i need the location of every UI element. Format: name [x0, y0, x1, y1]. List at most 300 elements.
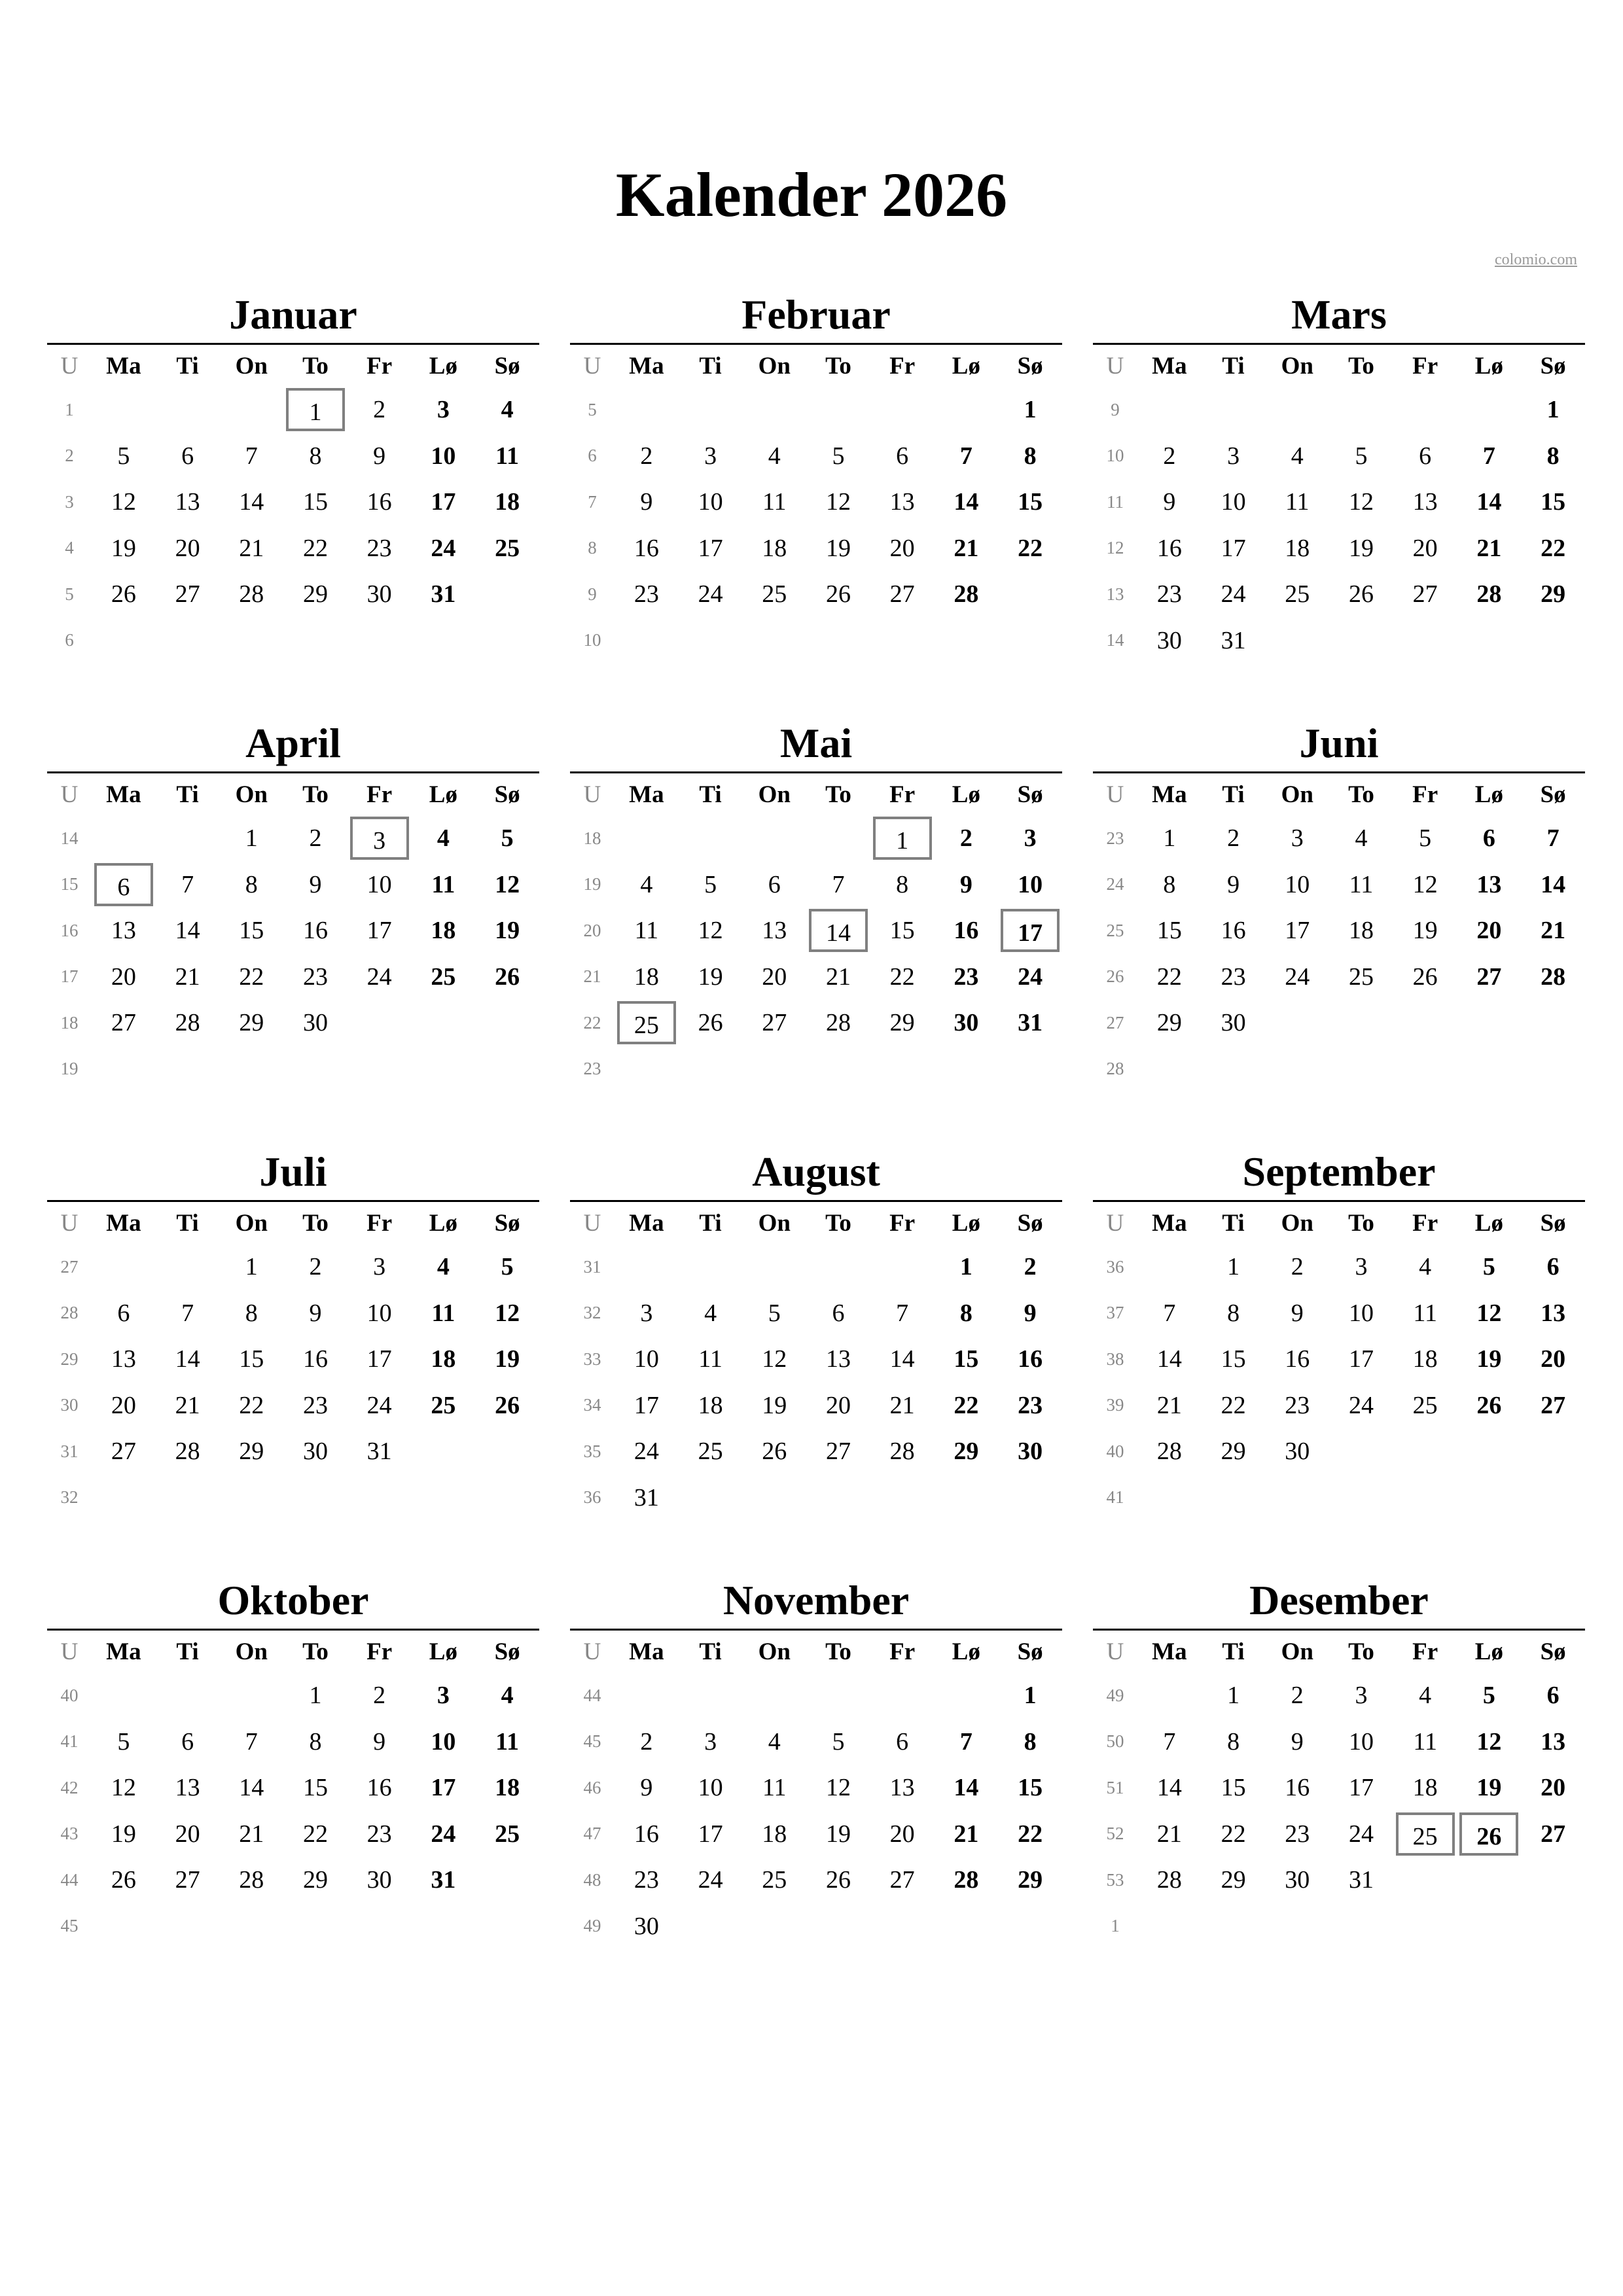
- week-row: [1093, 1244, 1585, 1290]
- day-cell: [1393, 1811, 1457, 1858]
- day-cell: 25: [1412, 1391, 1438, 1419]
- day-cell: 15: [954, 1345, 979, 1373]
- day-cell: 1: [309, 1682, 322, 1710]
- day-cell: 2: [1291, 1253, 1304, 1281]
- day-cell: 10: [1285, 870, 1310, 898]
- weekday-header: To: [1348, 1638, 1374, 1665]
- empty-cell: [1393, 387, 1457, 433]
- month-grid: [47, 287, 1585, 2001]
- empty-cell: [615, 1672, 679, 1719]
- empty-cell: [92, 1244, 156, 1290]
- week-number: 41: [1106, 1487, 1124, 1508]
- day-cell: 12: [1412, 870, 1438, 898]
- week-number-header: U: [1106, 1638, 1124, 1665]
- day-cell: 19: [111, 534, 136, 562]
- week-number: 34: [583, 1395, 601, 1415]
- day-cell: 22: [302, 534, 328, 562]
- source-link[interactable]: colomio.com: [1495, 251, 1577, 268]
- week-row: [1093, 1811, 1585, 1858]
- weekday-header: Ti: [699, 781, 722, 808]
- day-cell: 6: [181, 442, 194, 470]
- day-cell: 27: [762, 1009, 787, 1037]
- day-cell: 9: [373, 442, 386, 470]
- empty-cell: [1202, 1475, 1266, 1521]
- day-cell: 3: [1355, 1682, 1368, 1710]
- week-number: 5: [588, 399, 597, 419]
- weekday-header: Lø: [952, 781, 980, 808]
- day-cell: 16: [954, 917, 979, 945]
- week-number: 8: [588, 538, 597, 558]
- day-cell: 8: [309, 1727, 322, 1756]
- empty-cell: [1329, 387, 1393, 433]
- day-cell: 24: [698, 1866, 723, 1894]
- empty-cell: [156, 1475, 220, 1521]
- day-cell: [1457, 1811, 1522, 1858]
- day-cell: 23: [1285, 1820, 1310, 1848]
- day-cell: 10: [366, 1299, 392, 1327]
- empty-cell: [679, 1046, 743, 1093]
- day-cell: 13: [825, 1345, 851, 1373]
- month-juli: [47, 1144, 539, 1572]
- day-cell: 15: [1541, 488, 1566, 516]
- day-cell: 20: [1476, 917, 1502, 945]
- day-cell: 29: [1156, 1009, 1182, 1037]
- empty-cell: [1457, 387, 1522, 433]
- day-cell: 17: [698, 1820, 723, 1848]
- weekday-header: Ma: [629, 781, 664, 808]
- empty-cell: [1265, 1000, 1329, 1046]
- week-number: 48: [583, 1869, 601, 1890]
- empty-cell: [1137, 1244, 1202, 1290]
- empty-cell: [92, 1046, 156, 1093]
- week-number-header: U: [583, 1209, 601, 1237]
- month-name: Desember: [1093, 1572, 1585, 1631]
- month-name: Oktober: [47, 1572, 539, 1631]
- empty-cell: [870, 387, 935, 433]
- empty-cell: [1329, 1903, 1393, 1950]
- empty-cell: [998, 1475, 1062, 1521]
- week-row: [47, 433, 539, 480]
- empty-cell: [348, 618, 412, 664]
- day-cell: 11: [698, 1345, 722, 1373]
- day-cell: 16: [1221, 917, 1246, 945]
- day-cell: 10: [1018, 870, 1043, 898]
- empty-cell: [1265, 387, 1329, 433]
- day-cell: 7: [245, 442, 258, 470]
- day-cell: 29: [954, 1438, 979, 1466]
- empty-cell: [742, 1046, 806, 1093]
- week-number: 36: [1106, 1256, 1124, 1277]
- empty-cell: [156, 815, 220, 862]
- weekday-header: Fr: [366, 1638, 393, 1665]
- week-row: [47, 1336, 539, 1383]
- empty-cell: [742, 1903, 806, 1950]
- week-row: [1093, 1672, 1585, 1719]
- day-cell: 7: [181, 870, 194, 898]
- week-row: [1093, 1383, 1585, 1429]
- empty-cell: [870, 1046, 935, 1093]
- day-cell: 18: [431, 1345, 456, 1373]
- empty-cell: [1265, 1903, 1329, 1950]
- day-cell: 14: [239, 1774, 264, 1802]
- day-cell: 20: [825, 1391, 851, 1419]
- day-cell: 7: [1163, 1299, 1176, 1327]
- empty-cell: [1393, 1903, 1457, 1950]
- week-row: [47, 525, 539, 572]
- day-cell: 17: [431, 1774, 456, 1802]
- empty-cell: [806, 387, 870, 433]
- weekday-header: Fr: [889, 1638, 916, 1665]
- day-cell: 14: [239, 488, 264, 516]
- day-cell: 29: [1018, 1866, 1043, 1894]
- day-cell: 20: [889, 534, 915, 562]
- week-row: [47, 1672, 539, 1719]
- empty-cell: [92, 815, 156, 862]
- week-number: 18: [583, 828, 601, 848]
- day-cell: 27: [175, 1866, 200, 1894]
- week-row: [1093, 862, 1585, 908]
- day-cell: 29: [1221, 1866, 1246, 1894]
- day-cell: 12: [825, 1774, 851, 1802]
- day-cell: 23: [1018, 1391, 1043, 1419]
- empty-cell: [615, 1046, 679, 1093]
- empty-cell: [935, 1475, 999, 1521]
- empty-cell: [806, 1903, 870, 1950]
- day-cell: 9: [1163, 488, 1176, 516]
- empty-cell: [1137, 387, 1202, 433]
- day-cell: 2: [640, 442, 653, 470]
- day-cell: 27: [1541, 1820, 1566, 1848]
- empty-cell: [870, 1244, 935, 1290]
- week-number: 26: [1106, 966, 1124, 987]
- day-cell: 8: [1024, 1727, 1037, 1756]
- month-oktober: [47, 1572, 539, 2001]
- week-number: 11: [1107, 491, 1124, 512]
- day-cell: 12: [495, 870, 520, 898]
- day-cell: 20: [1412, 534, 1438, 562]
- empty-cell: [1265, 1046, 1329, 1093]
- empty-cell: [1329, 1475, 1393, 1521]
- weekday-header: Sø: [1017, 1638, 1043, 1665]
- day-cell: 11: [431, 1299, 455, 1327]
- week-number: 29: [60, 1349, 79, 1369]
- day-cell: 1: [1024, 1682, 1037, 1710]
- empty-cell: [1329, 618, 1393, 664]
- empty-cell: [806, 815, 870, 862]
- day-cell: 27: [889, 580, 915, 609]
- day-cell: 29: [889, 1009, 915, 1037]
- day-cell: 27: [111, 1438, 136, 1466]
- day-cell: 28: [239, 580, 264, 609]
- day-cell: 4: [768, 442, 781, 470]
- day-cell: 11: [634, 917, 659, 945]
- day-cell: 10: [366, 870, 392, 898]
- week-number: 32: [60, 1487, 79, 1508]
- weekday-header: On: [758, 1638, 791, 1665]
- day-cell: 5: [1482, 1682, 1495, 1710]
- day-cell: 6: [1482, 824, 1495, 853]
- day-cell: 2: [640, 1727, 653, 1756]
- day-cell: 5: [832, 442, 845, 470]
- day-cell: 22: [954, 1391, 979, 1419]
- day-cell: 25: [762, 1866, 787, 1894]
- day-cell: 12: [111, 488, 136, 516]
- month-november: [570, 1572, 1062, 2001]
- week-row: [1093, 433, 1585, 480]
- week-number: 6: [588, 446, 597, 466]
- weekday-header: Ma: [1152, 781, 1187, 808]
- weekday-header-row: [1093, 1202, 1585, 1244]
- day-cell: 10: [1348, 1727, 1374, 1756]
- day-cell: 28: [1476, 580, 1502, 609]
- week-number: 51: [1106, 1777, 1124, 1797]
- day-cell: 21: [175, 1391, 200, 1419]
- week-number: 31: [60, 1441, 79, 1461]
- week-number: 49: [583, 1916, 601, 1936]
- empty-cell: [156, 1903, 220, 1950]
- day-cell: 19: [762, 1391, 787, 1419]
- weekday-header: Lø: [429, 352, 457, 380]
- day-cell: 21: [1156, 1391, 1182, 1419]
- day-cell: 5: [1482, 1253, 1495, 1281]
- day-cell: 8: [1227, 1727, 1240, 1756]
- day-cell: 4: [1419, 1253, 1432, 1281]
- week-number: 5: [65, 584, 74, 604]
- week-row: [570, 1903, 1062, 1950]
- weekday-header: Sø: [1540, 1638, 1566, 1665]
- week-number: 15: [60, 874, 79, 894]
- day-cell: 11: [762, 1774, 787, 1802]
- day-cell: 11: [1349, 870, 1374, 898]
- empty-cell: [1457, 1903, 1522, 1950]
- weekday-header: To: [825, 781, 851, 808]
- week-row: [570, 1672, 1062, 1719]
- empty-cell: [348, 1903, 412, 1950]
- day-cell: 16: [1156, 534, 1182, 562]
- week-number: 6: [65, 630, 74, 650]
- day-cell: 18: [495, 1774, 520, 1802]
- day-cell: 29: [302, 1866, 328, 1894]
- week-number: 14: [1106, 630, 1124, 650]
- day-cell: 30: [366, 580, 392, 609]
- day-cell: 4: [1419, 1682, 1432, 1710]
- weekday-header: On: [1281, 1209, 1313, 1237]
- holiday-marker: 17: [1001, 909, 1060, 952]
- day-cell: 29: [239, 1438, 264, 1466]
- day-cell: 22: [302, 1820, 328, 1848]
- day-cell: 1: [245, 824, 258, 853]
- day-cell: 13: [111, 1345, 136, 1373]
- empty-cell: [1202, 1903, 1266, 1950]
- day-cell: 14: [1156, 1774, 1182, 1802]
- day-cell: 31: [1221, 626, 1246, 654]
- day-cell: [348, 815, 412, 862]
- holiday-marker: 25: [1396, 1812, 1455, 1856]
- empty-cell: [283, 1046, 348, 1093]
- day-cell: 22: [1221, 1820, 1246, 1848]
- week-number: 38: [1106, 1349, 1124, 1369]
- week-row: [47, 1475, 539, 1521]
- day-cell: 5: [704, 870, 717, 898]
- day-cell: 31: [633, 1483, 659, 1511]
- day-cell: 21: [239, 1820, 264, 1848]
- week-row: [47, 1244, 539, 1290]
- day-cell: 12: [1476, 1299, 1502, 1327]
- day-cell: 25: [762, 580, 787, 609]
- day-cell: 7: [959, 1727, 972, 1756]
- week-row: [1093, 387, 1585, 433]
- day-cell: 22: [1156, 963, 1182, 991]
- day-cell: 2: [309, 824, 322, 853]
- weekday-header: Ti: [176, 1209, 199, 1237]
- weekday-header: Sø: [1540, 1209, 1566, 1237]
- empty-cell: [475, 618, 539, 664]
- empty-cell: [806, 1672, 870, 1719]
- empty-cell: [1393, 618, 1457, 664]
- day-cell: 13: [889, 1774, 915, 1802]
- empty-cell: [1457, 618, 1522, 664]
- week-row: [47, 1857, 539, 1903]
- page-title: Kalender 2026: [615, 160, 1008, 230]
- day-cell: 14: [954, 488, 979, 516]
- day-cell: 24: [366, 1391, 392, 1419]
- month-name: Juli: [47, 1144, 539, 1202]
- day-cell: 28: [1156, 1438, 1182, 1466]
- day-cell: 9: [1291, 1727, 1304, 1756]
- week-number-header: U: [583, 781, 601, 808]
- empty-cell: [219, 618, 283, 664]
- day-cell: 22: [1221, 1391, 1246, 1419]
- day-cell: 26: [825, 1866, 851, 1894]
- day-cell: 5: [117, 442, 130, 470]
- empty-cell: [1329, 1000, 1393, 1046]
- day-cell: 4: [768, 1727, 781, 1756]
- month-table: [47, 773, 539, 1092]
- month-juni: [1093, 715, 1585, 1144]
- day-cell: 9: [373, 1727, 386, 1756]
- empty-cell: [935, 618, 999, 664]
- week-number-header: U: [1106, 1209, 1124, 1237]
- week-number: 47: [583, 1824, 601, 1844]
- weekday-header: Ma: [106, 352, 141, 380]
- day-cell: 8: [309, 442, 322, 470]
- day-cell: 3: [1355, 1253, 1368, 1281]
- day-cell: 30: [1221, 1009, 1246, 1037]
- empty-cell: [615, 618, 679, 664]
- weekday-header: To: [1348, 352, 1374, 380]
- month-name: April: [47, 715, 539, 773]
- day-cell: 15: [1018, 488, 1043, 516]
- empty-cell: [1521, 618, 1585, 664]
- empty-cell: [412, 1475, 476, 1521]
- day-cell: 23: [633, 580, 659, 609]
- weekday-header: On: [235, 1638, 268, 1665]
- week-number-header: U: [60, 1209, 79, 1237]
- week-row: [47, 387, 539, 433]
- weekday-header: Ti: [1222, 1209, 1245, 1237]
- day-cell: 5: [768, 1299, 781, 1327]
- day-cell: 12: [762, 1345, 787, 1373]
- week-row: [570, 815, 1062, 862]
- week-number: 23: [1106, 828, 1124, 848]
- day-cell: 1: [1227, 1253, 1240, 1281]
- day-cell: 10: [1221, 488, 1246, 516]
- day-cell: 9: [640, 1774, 653, 1802]
- holiday-marker: 6: [94, 863, 153, 906]
- day-cell: 25: [495, 1820, 520, 1848]
- day-cell: 26: [698, 1009, 723, 1037]
- day-cell: 12: [111, 1774, 136, 1802]
- day-cell: 26: [111, 1866, 136, 1894]
- empty-cell: [92, 1903, 156, 1950]
- empty-cell: [412, 618, 476, 664]
- day-cell: 30: [1156, 626, 1182, 654]
- day-cell: 24: [633, 1438, 659, 1466]
- empty-cell: [1521, 1857, 1585, 1903]
- day-cell: 4: [437, 1253, 450, 1281]
- day-cell: 23: [1221, 963, 1246, 991]
- empty-cell: [679, 618, 743, 664]
- day-cell: 30: [302, 1009, 328, 1037]
- day-cell: 27: [1476, 963, 1502, 991]
- weekday-header-row: [47, 773, 539, 815]
- day-cell: 21: [825, 963, 851, 991]
- empty-cell: [348, 1046, 412, 1093]
- weekday-header: Fr: [366, 781, 393, 808]
- empty-cell: [348, 1475, 412, 1521]
- empty-cell: [1457, 1428, 1522, 1475]
- day-cell: 25: [1348, 963, 1374, 991]
- week-row: [47, 1000, 539, 1046]
- day-cell: 7: [832, 870, 845, 898]
- day-cell: 22: [1018, 1820, 1043, 1848]
- week-number: 24: [1106, 874, 1124, 894]
- week-number: 17: [60, 966, 79, 987]
- day-cell: 1: [1024, 396, 1037, 424]
- day-cell: 12: [495, 1299, 520, 1327]
- day-cell: 18: [633, 963, 659, 991]
- weekday-header-row: [1093, 345, 1585, 387]
- day-cell: 15: [1156, 917, 1182, 945]
- day-cell: 2: [1163, 442, 1176, 470]
- week-row: [570, 1719, 1062, 1765]
- empty-cell: [412, 1046, 476, 1093]
- day-cell: 5: [501, 824, 514, 853]
- empty-cell: [412, 1000, 476, 1046]
- day-cell: 14: [175, 917, 200, 945]
- week-row: [570, 571, 1062, 618]
- day-cell: 21: [1541, 917, 1566, 945]
- day-cell: 22: [1541, 534, 1566, 562]
- day-cell: 11: [762, 488, 787, 516]
- week-number: 22: [583, 1012, 601, 1033]
- weekday-header: Sø: [1540, 352, 1566, 380]
- month-name: August: [570, 1144, 1062, 1202]
- day-cell: 28: [825, 1009, 851, 1037]
- day-cell: 3: [437, 1682, 450, 1710]
- day-cell: 26: [495, 963, 520, 991]
- empty-cell: [219, 387, 283, 433]
- weekday-header: On: [1281, 352, 1313, 380]
- day-cell: 14: [175, 1345, 200, 1373]
- week-row: [570, 1383, 1062, 1429]
- week-number: 45: [60, 1916, 79, 1936]
- week-number: 42: [60, 1777, 79, 1797]
- month-mai: [570, 715, 1062, 1144]
- week-row: [47, 1719, 539, 1765]
- day-cell: 28: [239, 1866, 264, 1894]
- weekday-header: Ma: [106, 1638, 141, 1665]
